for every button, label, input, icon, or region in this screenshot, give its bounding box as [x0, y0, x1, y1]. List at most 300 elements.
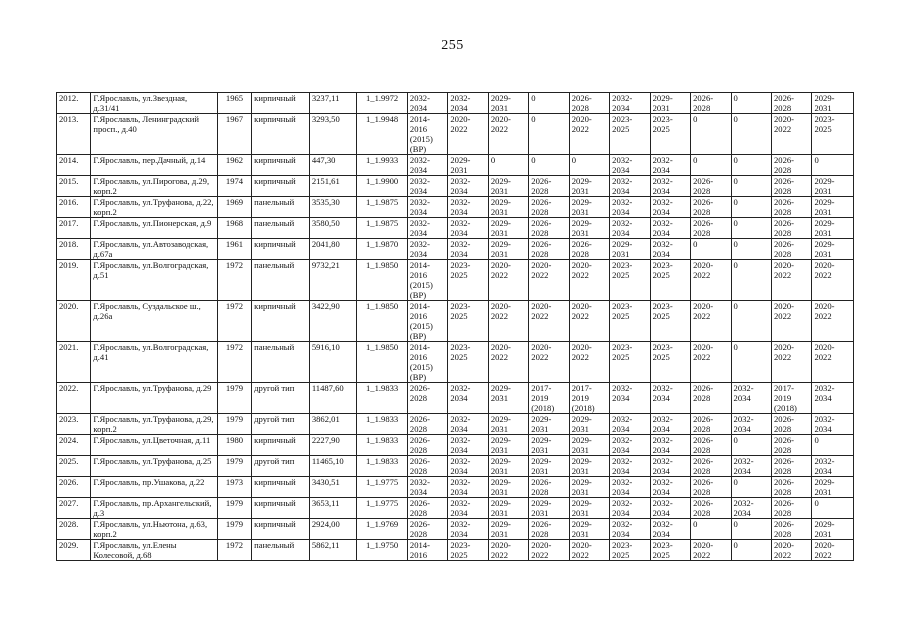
- table-body: [57, 93, 854, 561]
- year-built-cell: 1972: [217, 260, 251, 301]
- repair-period-cell: 2026-2028: [529, 176, 569, 197]
- repair-period-cell: 2020-2022: [488, 301, 528, 342]
- index-cell: 1_1.9875: [357, 218, 408, 239]
- repair-period-cell: 2029-2031: [569, 414, 609, 435]
- year-built-cell: 1980: [217, 435, 251, 456]
- repair-period-cell: 2029-2031: [812, 218, 854, 239]
- index-cell: 1_1.9850: [357, 301, 408, 342]
- repair-period-cell: 2026-2028: [691, 414, 731, 435]
- repair-period-cell: 2029-2031: [488, 176, 528, 197]
- repair-period-cell: 2017-2019 (2018): [569, 383, 609, 414]
- row-number-cell: 2017.: [57, 218, 91, 239]
- row-number-cell: 2018.: [57, 239, 91, 260]
- repair-period-cell: 2029-2031: [812, 197, 854, 218]
- row-number-cell: 2014.: [57, 155, 91, 176]
- repair-period-cell: 2020-2022: [569, 114, 609, 155]
- index-cell: 1_1.9933: [357, 155, 408, 176]
- area-cell: 3653,11: [309, 498, 357, 519]
- repair-period-cell: 2023-2025: [610, 260, 650, 301]
- repair-period-cell: 0: [731, 435, 771, 456]
- table-row: [57, 197, 854, 218]
- repair-period-cell: 2029-2031: [812, 93, 854, 114]
- repair-period-cell: 2032-2034: [812, 414, 854, 435]
- row-number-cell: 2016.: [57, 197, 91, 218]
- repair-period-cell: 2032-2034: [610, 155, 650, 176]
- index-cell: 1_1.9870: [357, 239, 408, 260]
- repair-period-cell: 2029-2031: [569, 456, 609, 477]
- repair-period-cell: 2032-2034: [731, 414, 771, 435]
- repair-period-cell: 2029-2031: [488, 414, 528, 435]
- repair-period-cell: 2023-2025: [812, 114, 854, 155]
- repair-period-cell: 0: [529, 114, 569, 155]
- repair-period-cell: 2029-2031: [488, 477, 528, 498]
- repair-period-cell: 2023-2025: [650, 342, 690, 383]
- area-cell: 3293,50: [309, 114, 357, 155]
- repair-period-cell: 2026-2028: [529, 218, 569, 239]
- area-cell: 2041,80: [309, 239, 357, 260]
- repair-period-cell: 2026-2028: [569, 93, 609, 114]
- year-built-cell: 1962: [217, 155, 251, 176]
- repair-period-cell: 2032-2034: [650, 414, 690, 435]
- area-cell: 3862,01: [309, 414, 357, 435]
- address-cell: Г.Ярославль, ул.Ньютона, д.63, корп.2: [91, 519, 217, 540]
- table-row: [57, 155, 854, 176]
- row-number-cell: 2019.: [57, 260, 91, 301]
- repair-period-cell: 2032-2034: [650, 435, 690, 456]
- repair-period-cell: 2029-2031: [569, 197, 609, 218]
- repair-period-cell: 2014-2016: [407, 540, 447, 561]
- table-row: [57, 414, 854, 435]
- year-built-cell: 1972: [217, 301, 251, 342]
- repair-period-cell: 2026-2028: [771, 218, 811, 239]
- table-row: [57, 383, 854, 414]
- year-built-cell: 1967: [217, 114, 251, 155]
- repair-period-cell: 2032-2034: [407, 176, 447, 197]
- row-number-cell: 2021.: [57, 342, 91, 383]
- repair-period-cell: 2020-2022: [569, 342, 609, 383]
- address-cell: Г.Ярославль, Ленинградский просп., д.40: [91, 114, 217, 155]
- table-row: [57, 93, 854, 114]
- repair-period-cell: 2029-2031: [448, 155, 488, 176]
- repair-period-cell: 2026-2028: [529, 197, 569, 218]
- row-number-cell: 2015.: [57, 176, 91, 197]
- repair-period-cell: 2026-2028: [691, 477, 731, 498]
- area-cell: 11465,10: [309, 456, 357, 477]
- index-cell: 1_1.9833: [357, 435, 408, 456]
- repair-period-cell: 2020-2022: [569, 540, 609, 561]
- wall-material-cell: кирпичный: [252, 498, 310, 519]
- repair-period-cell: 2020-2022: [529, 260, 569, 301]
- table-row: [57, 176, 854, 197]
- table-row: [57, 456, 854, 477]
- repair-period-cell: 2020-2022: [488, 342, 528, 383]
- repair-period-cell: 2032-2034: [650, 218, 690, 239]
- address-cell: Г.Ярославль, ул.Цветочная, д.11: [91, 435, 217, 456]
- repair-period-cell: 2029-2031: [488, 239, 528, 260]
- repair-period-cell: 2020-2022: [529, 342, 569, 383]
- repair-period-cell: 0: [691, 519, 731, 540]
- housing-repair-table: [56, 92, 854, 561]
- wall-material-cell: кирпичный: [252, 519, 310, 540]
- repair-period-cell: 2020-2022: [771, 342, 811, 383]
- table-row: [57, 540, 854, 561]
- repair-period-cell: 2029-2031: [569, 498, 609, 519]
- repair-period-cell: 2026-2028: [771, 456, 811, 477]
- repair-period-cell: 2029-2031: [529, 456, 569, 477]
- table-row: [57, 301, 854, 342]
- address-cell: Г.Ярославль, ул.Труфанова, д.25: [91, 456, 217, 477]
- repair-period-cell: 2020-2022: [812, 540, 854, 561]
- repair-period-cell: 2032-2034: [448, 239, 488, 260]
- repair-period-cell: 0: [691, 239, 731, 260]
- repair-period-cell: 2026-2028: [771, 477, 811, 498]
- index-cell: 1_1.9900: [357, 176, 408, 197]
- table-row: [57, 218, 854, 239]
- repair-period-cell: 2020-2022: [771, 301, 811, 342]
- wall-material-cell: панельный: [252, 218, 310, 239]
- repair-period-cell: 0: [529, 93, 569, 114]
- wall-material-cell: кирпичный: [252, 176, 310, 197]
- wall-material-cell: панельный: [252, 342, 310, 383]
- repair-period-cell: 2032-2034: [407, 155, 447, 176]
- wall-material-cell: кирпичный: [252, 301, 310, 342]
- area-cell: 3422,90: [309, 301, 357, 342]
- address-cell: Г.Ярославль, ул.Звездная, д.31/41: [91, 93, 217, 114]
- repair-period-cell: 2032-2034: [650, 456, 690, 477]
- repair-period-cell: 2023-2025: [650, 260, 690, 301]
- year-built-cell: 1968: [217, 218, 251, 239]
- repair-period-cell: 2029-2031: [488, 93, 528, 114]
- repair-period-cell: 2029-2031: [529, 414, 569, 435]
- repair-period-cell: 2032-2034: [650, 519, 690, 540]
- index-cell: 1_1.9769: [357, 519, 408, 540]
- repair-period-cell: 2032-2034: [407, 197, 447, 218]
- repair-period-cell: 0: [812, 435, 854, 456]
- repair-period-cell: 2032-2034: [448, 414, 488, 435]
- repair-period-cell: 2026-2028: [691, 197, 731, 218]
- row-number-cell: 2028.: [57, 519, 91, 540]
- repair-period-cell: 2020-2022: [569, 260, 609, 301]
- repair-period-cell: 2032-2034: [731, 383, 771, 414]
- repair-period-cell: 2026-2028: [407, 498, 447, 519]
- repair-period-cell: 0: [731, 519, 771, 540]
- repair-period-cell: 2026-2028: [407, 519, 447, 540]
- repair-period-cell: 2020-2022: [448, 114, 488, 155]
- index-cell: 1_1.9850: [357, 260, 408, 301]
- table-row: [57, 498, 854, 519]
- table-row: [57, 342, 854, 383]
- wall-material-cell: панельный: [252, 540, 310, 561]
- repair-period-cell: 2026-2028: [407, 456, 447, 477]
- repair-period-cell: 2026-2028: [771, 155, 811, 176]
- repair-period-cell: 2032-2034: [650, 498, 690, 519]
- table-row: [57, 435, 854, 456]
- year-built-cell: 1979: [217, 498, 251, 519]
- area-cell: 2151,61: [309, 176, 357, 197]
- area-cell: 3580,50: [309, 218, 357, 239]
- repair-period-cell: 2032-2034: [650, 197, 690, 218]
- table-row: [57, 477, 854, 498]
- repair-period-cell: 2032-2034: [448, 218, 488, 239]
- repair-period-cell: 2032-2034: [448, 477, 488, 498]
- repair-period-cell: 2026-2028: [691, 383, 731, 414]
- repair-period-cell: 2029-2031: [569, 519, 609, 540]
- repair-period-cell: 0: [731, 260, 771, 301]
- repair-period-cell: 2026-2028: [771, 197, 811, 218]
- repair-period-cell: 2023-2025: [610, 540, 650, 561]
- year-built-cell: 1979: [217, 383, 251, 414]
- repair-period-cell: 2020-2022: [569, 301, 609, 342]
- area-cell: 5862,11: [309, 540, 357, 561]
- wall-material-cell: панельный: [252, 260, 310, 301]
- address-cell: Г.Ярославль, ул.Автозаводская, д.67а: [91, 239, 217, 260]
- repair-period-cell: 2029-2031: [610, 239, 650, 260]
- repair-period-cell: 2032-2034: [610, 519, 650, 540]
- row-number-cell: 2026.: [57, 477, 91, 498]
- repair-period-cell: 0: [731, 218, 771, 239]
- index-cell: 1_1.9833: [357, 456, 408, 477]
- repair-period-cell: 2032-2034: [610, 414, 650, 435]
- repair-period-cell: 0: [731, 93, 771, 114]
- repair-period-cell: 2032-2034: [448, 383, 488, 414]
- wall-material-cell: кирпичный: [252, 93, 310, 114]
- repair-period-cell: 2029-2031: [488, 197, 528, 218]
- index-cell: 1_1.9850: [357, 342, 408, 383]
- index-cell: 1_1.9972: [357, 93, 408, 114]
- repair-period-cell: 2029-2031: [650, 93, 690, 114]
- area-cell: 9732,21: [309, 260, 357, 301]
- address-cell: Г.Ярославль, ул.Волгоградская, д.41: [91, 342, 217, 383]
- year-built-cell: 1972: [217, 342, 251, 383]
- wall-material-cell: другой тип: [252, 414, 310, 435]
- year-built-cell: 1974: [217, 176, 251, 197]
- table-row: [57, 239, 854, 260]
- repair-period-cell: 2020-2022: [691, 342, 731, 383]
- area-cell: 2924,00: [309, 519, 357, 540]
- address-cell: Г.Ярославль, ул.Волгоградская, д.51: [91, 260, 217, 301]
- repair-period-cell: 2029-2031: [529, 435, 569, 456]
- repair-period-cell: 2029-2031: [569, 435, 609, 456]
- year-built-cell: 1965: [217, 93, 251, 114]
- year-built-cell: 1979: [217, 456, 251, 477]
- index-cell: 1_1.9833: [357, 414, 408, 435]
- repair-period-cell: 2026-2028: [407, 383, 447, 414]
- repair-period-cell: 2032-2034: [610, 197, 650, 218]
- address-cell: Г.Ярославль, Суздальское ш., д.26а: [91, 301, 217, 342]
- repair-period-cell: 0: [812, 155, 854, 176]
- repair-period-cell: 2023-2025: [610, 114, 650, 155]
- repair-period-cell: 2020-2022: [812, 260, 854, 301]
- area-cell: 3430,51: [309, 477, 357, 498]
- wall-material-cell: панельный: [252, 197, 310, 218]
- repair-period-cell: 0: [488, 155, 528, 176]
- index-cell: 1_1.9775: [357, 498, 408, 519]
- repair-period-cell: 2026-2028: [771, 239, 811, 260]
- table-row: [57, 519, 854, 540]
- repair-period-cell: 2032-2034: [610, 218, 650, 239]
- repair-period-cell: 2032-2034: [448, 197, 488, 218]
- wall-material-cell: другой тип: [252, 456, 310, 477]
- row-number-cell: 2029.: [57, 540, 91, 561]
- row-number-cell: 2022.: [57, 383, 91, 414]
- wall-material-cell: кирпичный: [252, 477, 310, 498]
- year-built-cell: 1973: [217, 477, 251, 498]
- index-cell: 1_1.9833: [357, 383, 408, 414]
- repair-period-cell: 0: [691, 114, 731, 155]
- repair-period-cell: 2026-2028: [569, 239, 609, 260]
- repair-period-cell: 2023-2025: [448, 540, 488, 561]
- row-number-cell: 2020.: [57, 301, 91, 342]
- repair-period-cell: 2032-2034: [731, 456, 771, 477]
- repair-period-cell: 2029-2031: [488, 456, 528, 477]
- table-row: [57, 260, 854, 301]
- repair-period-cell: 0: [731, 477, 771, 498]
- repair-period-cell: 2026-2028: [529, 477, 569, 498]
- repair-period-cell: 2026-2028: [691, 498, 731, 519]
- repair-period-cell: 2029-2031: [488, 435, 528, 456]
- repair-period-cell: 2020-2022: [771, 114, 811, 155]
- wall-material-cell: другой тип: [252, 383, 310, 414]
- repair-period-cell: 0: [529, 155, 569, 176]
- repair-period-cell: 2020-2022: [771, 540, 811, 561]
- repair-period-cell: 2026-2028: [691, 218, 731, 239]
- wall-material-cell: кирпичный: [252, 155, 310, 176]
- repair-period-cell: 2023-2025: [448, 260, 488, 301]
- repair-period-cell: 2026-2028: [691, 435, 731, 456]
- row-number-cell: 2013.: [57, 114, 91, 155]
- table-row: [57, 114, 854, 155]
- repair-period-cell: 2020-2022: [812, 301, 854, 342]
- repair-period-cell: 2026-2028: [771, 498, 811, 519]
- address-cell: Г.Ярославль, ул.Труфанова, д.22, корп.2: [91, 197, 217, 218]
- year-built-cell: 1961: [217, 239, 251, 260]
- index-cell: 1_1.9948: [357, 114, 408, 155]
- repair-period-cell: 2032-2034: [448, 435, 488, 456]
- row-number-cell: 2025.: [57, 456, 91, 477]
- repair-period-cell: 2026-2028: [407, 414, 447, 435]
- repair-period-cell: 0: [731, 176, 771, 197]
- repair-period-cell: 2029-2031: [812, 176, 854, 197]
- repair-period-cell: 2026-2028: [529, 239, 569, 260]
- repair-period-cell: 2020-2022: [529, 301, 569, 342]
- address-cell: Г.Ярославль, ул.Пирогова, д.29, корп.2: [91, 176, 217, 197]
- repair-period-cell: 2026-2028: [771, 435, 811, 456]
- repair-period-cell: 2017-2019 (2018): [529, 383, 569, 414]
- repair-period-cell: 2026-2028: [771, 176, 811, 197]
- wall-material-cell: кирпичный: [252, 435, 310, 456]
- repair-period-cell: 2023-2025: [650, 114, 690, 155]
- repair-period-cell: 2032-2034: [407, 239, 447, 260]
- repair-period-cell: 2032-2034: [407, 477, 447, 498]
- repair-period-cell: 2023-2025: [650, 540, 690, 561]
- address-cell: Г.Ярославль, ул.Пионерская, д.9: [91, 218, 217, 239]
- repair-period-cell: 2032-2034: [812, 456, 854, 477]
- year-built-cell: 1979: [217, 519, 251, 540]
- repair-period-cell: 2032-2034: [407, 93, 447, 114]
- repair-period-cell: 2029-2031: [569, 477, 609, 498]
- repair-period-cell: 2032-2034: [610, 93, 650, 114]
- repair-period-cell: 2023-2025: [610, 342, 650, 383]
- repair-period-cell: 2032-2034: [610, 498, 650, 519]
- page-number: 255: [441, 38, 464, 53]
- repair-period-cell: 2032-2034: [448, 176, 488, 197]
- address-cell: Г.Ярославль, ул.Труфанова, д.29: [91, 383, 217, 414]
- repair-period-cell: 0: [812, 498, 854, 519]
- row-number-cell: 2023.: [57, 414, 91, 435]
- repair-period-cell: 2014-2016 (2015) (ВР): [407, 114, 447, 155]
- repair-period-cell: 2023-2025: [650, 301, 690, 342]
- repair-period-cell: 2026-2028: [691, 176, 731, 197]
- repair-period-cell: 2023-2025: [610, 301, 650, 342]
- repair-period-cell: 2020-2022: [691, 301, 731, 342]
- area-cell: 447,30: [309, 155, 357, 176]
- repair-period-cell: 0: [569, 155, 609, 176]
- repair-period-cell: 2032-2034: [610, 176, 650, 197]
- repair-period-cell: 2032-2034: [610, 456, 650, 477]
- repair-period-cell: 2032-2034: [610, 477, 650, 498]
- repair-period-cell: 2014-2016 (2015) (ВР): [407, 342, 447, 383]
- area-cell: 3237,11: [309, 93, 357, 114]
- address-cell: Г.Ярославль, ул.Труфанова, д.29, корп.2: [91, 414, 217, 435]
- repair-period-cell: 0: [731, 301, 771, 342]
- repair-period-cell: 2020-2022: [488, 540, 528, 561]
- repair-period-cell: 2032-2034: [650, 383, 690, 414]
- repair-period-cell: 2014-2016 (2015) (ВР): [407, 301, 447, 342]
- row-number-cell: 2027.: [57, 498, 91, 519]
- repair-period-cell: 2020-2022: [691, 260, 731, 301]
- repair-period-cell: 2032-2034: [610, 383, 650, 414]
- repair-period-cell: 2032-2034: [448, 456, 488, 477]
- repair-period-cell: 2032-2034: [650, 477, 690, 498]
- address-cell: Г.Ярославль, ул.Елены Колесовой, д.68: [91, 540, 217, 561]
- repair-period-cell: 2029-2031: [812, 477, 854, 498]
- repair-period-cell: 2032-2034: [448, 93, 488, 114]
- repair-period-cell: 2032-2034: [650, 176, 690, 197]
- repair-period-cell: 2020-2022: [488, 260, 528, 301]
- repair-period-cell: 2026-2028: [771, 519, 811, 540]
- repair-period-cell: 2026-2028: [691, 456, 731, 477]
- repair-period-cell: 0: [731, 155, 771, 176]
- repair-period-cell: 2020-2022: [529, 540, 569, 561]
- repair-period-cell: 0: [731, 197, 771, 218]
- repair-period-cell: 2029-2031: [488, 218, 528, 239]
- repair-period-cell: 2032-2034: [610, 435, 650, 456]
- repair-period-cell: 0: [731, 114, 771, 155]
- repair-period-cell: 2032-2034: [650, 239, 690, 260]
- address-cell: Г.Ярославль, пер.Дачный, д.14: [91, 155, 217, 176]
- repair-period-cell: 2032-2034: [812, 383, 854, 414]
- repair-period-cell: 2032-2034: [448, 498, 488, 519]
- repair-period-cell: 0: [731, 540, 771, 561]
- repair-period-cell: 2020-2022: [488, 114, 528, 155]
- address-cell: Г.Ярославль, пр.Ушакова, д.22: [91, 477, 217, 498]
- repair-period-cell: 2026-2028: [529, 519, 569, 540]
- repair-period-cell: 2029-2031: [488, 519, 528, 540]
- index-cell: 1_1.9750: [357, 540, 408, 561]
- repair-period-cell: 2020-2022: [812, 342, 854, 383]
- year-built-cell: 1972: [217, 540, 251, 561]
- repair-period-cell: 0: [731, 239, 771, 260]
- wall-material-cell: кирпичный: [252, 114, 310, 155]
- repair-period-cell: 2032-2034: [731, 498, 771, 519]
- repair-period-cell: 2029-2031: [812, 519, 854, 540]
- index-cell: 1_1.9875: [357, 197, 408, 218]
- area-cell: 11487,60: [309, 383, 357, 414]
- repair-period-cell: 2026-2028: [771, 93, 811, 114]
- repair-period-cell: 2029-2031: [529, 498, 569, 519]
- repair-period-cell: 2026-2028: [691, 93, 731, 114]
- area-cell: 3535,30: [309, 197, 357, 218]
